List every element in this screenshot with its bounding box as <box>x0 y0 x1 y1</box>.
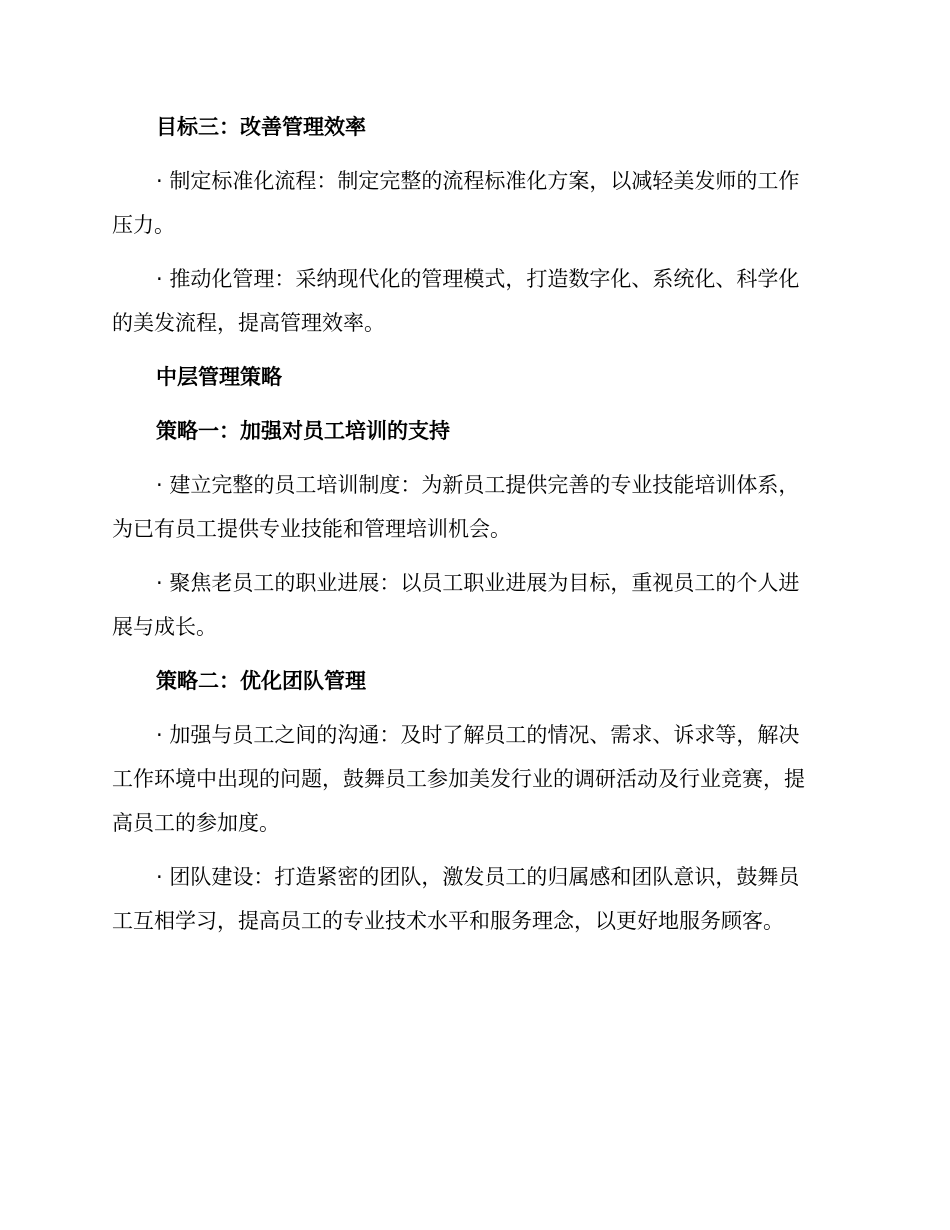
document-page <box>112 105 832 953</box>
paragraph-line: · 推动化管理：采纳现代化的管理模式，打造数字化、系统化、科学化 <box>156 267 800 291</box>
paragraph-management-modernization <box>112 257 832 345</box>
section-heading-strategy-two: 策略二：优化团队管理 <box>156 669 366 693</box>
section-heading-strategy-one: 策略一：加强对员工培训的支持 <box>156 419 450 443</box>
paragraph-line: · 聚焦老员工的职业进展：以员工职业进展为目标，重视员工的个人进 <box>156 571 800 595</box>
paragraph-line: 高员工的参加度。 <box>112 811 280 835</box>
paragraph-line: · 制定标准化流程：制定完整的流程标准化方案，以减轻美发师的工作 <box>156 169 800 193</box>
paragraph-line: 压力。 <box>112 213 175 237</box>
paragraph-communication <box>112 713 832 845</box>
paragraph-training-system <box>112 463 832 551</box>
paragraph-standardize-process <box>112 159 832 247</box>
paragraph-line: · 加强与员工之间的沟通：及时了解员工的情况、需求、诉求等，解决 <box>156 723 800 747</box>
section-heading-goal-three: 目标三：改善管理效率 <box>156 115 366 139</box>
paragraph-line: 工互相学习，提高员工的专业技术水平和服务理念，以更好地服务顾客。 <box>112 909 784 933</box>
paragraph-line: 的美发流程，提高管理效率。 <box>112 311 385 335</box>
section-heading-middle-management: 中层管理策略 <box>156 365 282 389</box>
paragraph-line: 工作环境中出现的问题，鼓舞员工参加美发行业的调研活动及行业竞赛，提 <box>112 767 805 791</box>
paragraph-team-building <box>112 855 832 943</box>
paragraph-line: 为已有员工提供专业技能和管理培训机会。 <box>112 517 511 541</box>
paragraph-line: · 建立完整的员工培训制度：为新员工提供完善的专业技能培训体系， <box>156 473 800 497</box>
paragraph-line: · 团队建设：打造紧密的团队，激发员工的归属感和团队意识，鼓舞员 <box>156 865 800 889</box>
paragraph-line: 展与成长。 <box>112 615 217 639</box>
paragraph-career-progress <box>112 561 832 649</box>
